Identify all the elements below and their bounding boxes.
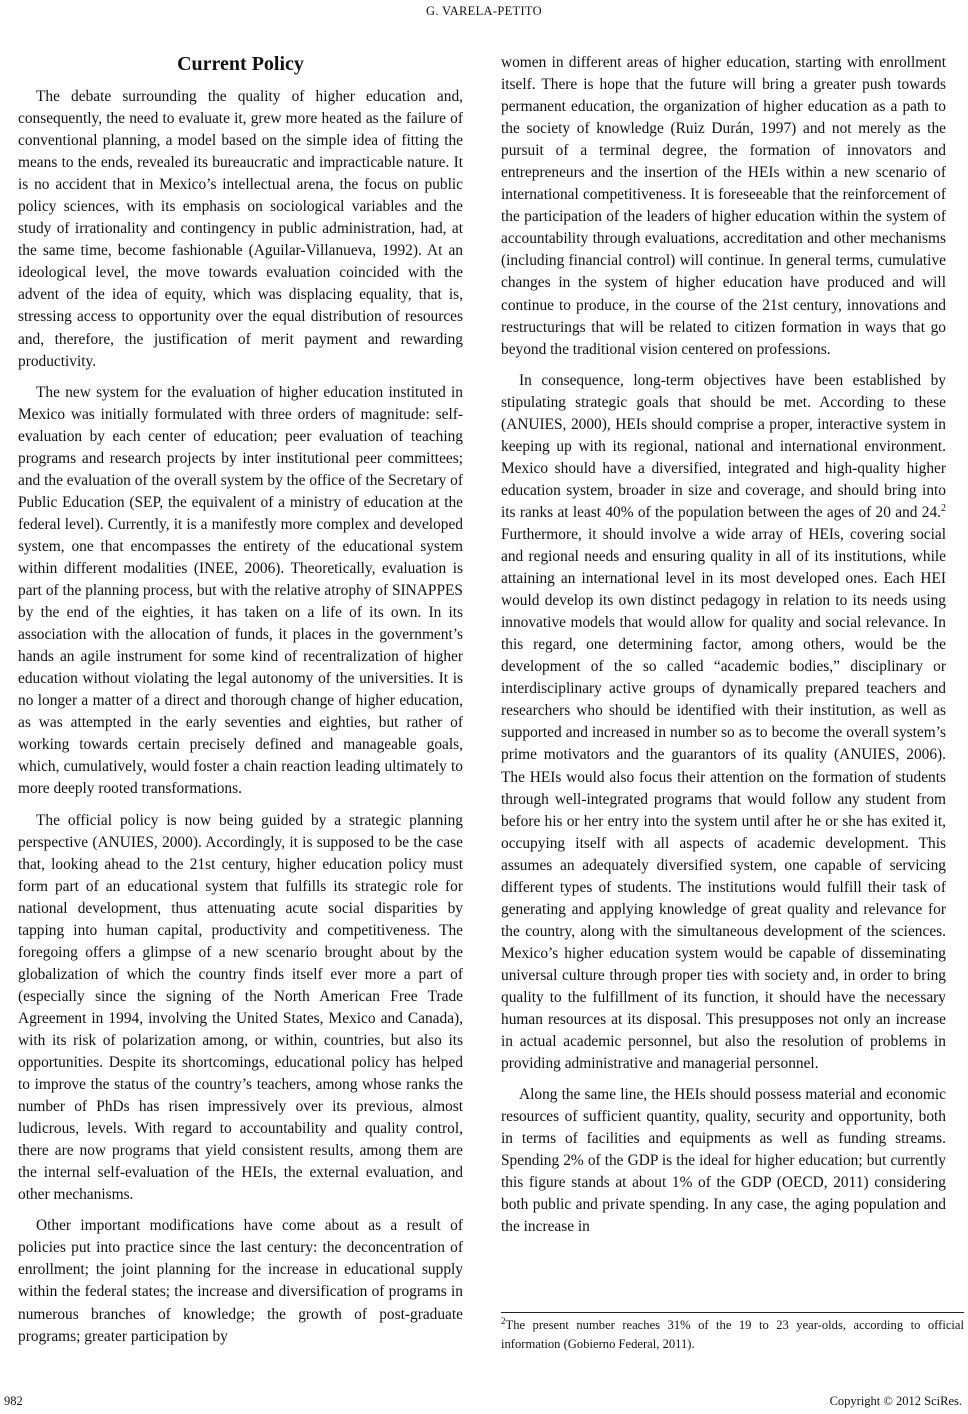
paragraph-official-policy: The official policy is now being guided by a strategic planning perspective (ANUIES, 2000). Accordingly, it is supposed to be the case that, looking ahead to the 21st century, higher education policy must form part of an educational system that fulfills its strategic role for national development, thus attenuating acute social disparities by tapping into human capital, productivity and competitiveness. The foregoing offers a glimpse of a new scenario brought about by the globalization of which the country finds itself ever more a part of (especially since the signing of the North American Free Trade Agreement in 1994, involving the United States, Mexico and Canada), with its risk of polarization among, or within, countries, but also its opportunities. Despite its shortcomings, educational policy has helped to improve the status of the country’s teachers, among whose ranks the number of PhDs has risen impressively over its previous, almost ludicrous, levels. With regard to accountability and quality control, there are now programs that yield consistent results, among them are the internal self-evaluation of the HEIs, the external evaluation, and other mechanisms.: [18, 811, 463, 1204]
paragraph-evaluation-system: The new system for the evaluation of higher education instituted in Mexico was initially formulated with three orders of magnitude: self-evaluation by each center of education; peer evaluation of teaching programs and research projects by inter institutional peer committees; and the evaluation of the overall system by the office of the Secretary of Public Education (SEP, the equivalent of a ministry of education at the federal level). Currently, it is a manifestly more complex and developed system, one that encompasses the entirety of the educational system within different modalities (INEE, 2006). Theoretically, evaluation is part of the planning process, but with the relative atrophy of SINAPPES by the end of the eighties, it has taken on a life of its own. In its association with the allocation of funds, it places in the government’s hands an agile instrument for some kind of recentralization of higher education without violating the legal autonomy of the universities. It is no longer a matter of a direct and thorough change of higher education, as was attempted in the early seventies and eighties, but rather of working towards certain precisely defined and manageable goals, which, cumulatively, would foster a chain reaction leading ultimately to more deeply rooted transformations.: [18, 383, 463, 798]
paragraph-resources: Along the same line, the HEIs should possess material and economic resources of sufficient quantity, quality, security and opportunity, both in terms of facilities and equipments as well as funding streams. Spending 2% of the GDP is the ideal for higher education; but currently this figure stands at about 1% of the GDP (OECD, 2011) considering both public and private spending. In any case, the aging population and the increase in: [501, 1086, 946, 1236]
paragraph-modifications: Other important modifications have come about as a result of policies put into practice since the last century: the deconcentration of enrollment; the joint planning for the increase in educational supply within the federal states; the increase and diversification of programs in numerous branches of knowledge; the growth of post-graduate programs; greater participation by: [18, 1217, 463, 1345]
paragraph-text-before-note: In consequence, long-term objectives have been established by stipulating strategic goals that should be met. According to these (ANUIES, 2000), HEIs should comprise a proper, interactive system in keeping up with its regional, national and international environment. Mexico should have a diversified, integrated and high-quality higher education system, broader in size and coverage, and should bring into its ranks at least 40% of the population between the ages of 20 and 24.: [501, 371, 946, 521]
page-number: 982: [4, 1394, 23, 1408]
footnote-text: The present number reaches 31% of the 19 to 23 year-olds, according to official information (Gobierno Federal, 2011).: [501, 1318, 964, 1351]
section-title: Current Policy: [177, 53, 304, 75]
copyright-notice: Copyright © 2012 SciRes.: [829, 1394, 962, 1408]
paragraph-text-after-note: Furthermore, it should involve a wide array of HEIs, covering social and regional needs and ensuring quality in all of its institutions, while attaining an international level in its most developed ones. Each HEI would develop its own distinct pedagogy in relation to its needs using innovative models that would allow for quality and social relevance. In this regard, one determining factor, among others, would be the development of the so called “academic bodies,” disciplinary or interdisciplinary active groups of dynamically prepared teachers and researchers who should be identified with their institution, as well as supported and increased in number so as to become the overall system’s prime motivators and the guarantors of its quality (ANUIES, 2006). The HEIs would also focus their attention on the formation of students through well-integrated programs that would follow any student from before his or her entry into the system until after he or she has exited it, occupying itself with all aspects of academic development. This assumes an adequately diversified system, one capable of servicing different types of students. The institutions would fulfill their task of generating and applying knowledge of great quality and relevance for the country, along with the simultaneous development of the sciences. Mexico’s higher education system would be capable of disseminating universal culture through proper ties with society and, in order to bring quality to the fulfillment of its function, it should have the necessary human resources at its disposal. This presupposes not only an increase in actual academic personnel, but also the resolution of problems in providing administrative and managerial personnel.: [501, 525, 946, 1073]
footnote: [501, 1316, 964, 1354]
left-column: [18, 46, 463, 1357]
running-head: G. VARELA-PETITO: [426, 4, 542, 18]
footnote-divider: [501, 1312, 964, 1313]
paragraph-continuation: women in different areas of higher education, starting with enrollment itself. There is hope that the future will bring a greater push towards permanent education, the organization of higher education as a path to the society of knowledge (Ruiz Durán, 1997) and not merely as the pursuit of a terminal degree, the formation of innovators and entrepreneurs and the insertion of the HEIs within a new scenario of international competitiveness. It is foreseeable that the reinforcement of the participation of the leaders of higher education within the system of accountability through evaluations, accreditation and other mechanisms (including financial control) will continue. In general terms, cumulative changes in the system of higher education have produced and will continue to produce, in the course of the 21st century, innovations and restructurings that will be related to citizen formation in ways that go beyond the traditional vision centered on professions.: [501, 54, 946, 358]
footnote-reference: 2: [941, 502, 946, 514]
right-column: [501, 52, 946, 1247]
footnote-mark: 2: [501, 1315, 506, 1326]
paragraph-long-term-objectives: [501, 370, 946, 1076]
paragraph-debate: The debate surrounding the quality of higher education and, consequently, the need to evaluate it, grew more heated as the failure of conventional planning, a model based on the simple idea of fitting the means to the ends, revealed its bureaucratic and impracticable nature. It is no accident that in Mexico’s intellectual arena, the focus on public policy sciences, with its emphasis on sociological variables and the study of irrationality and contingency in public administration, had, at the same time, become fashionable (Aguilar-Villanueva, 1992). At an ideological level, the move towards evaluation coincided with the advent of the idea of equity, which was displacing equality, that is, stressing access to opportunity over the equal distribution of resources and, therefore, the justification of merit payment and rewarding productivity.: [18, 88, 463, 370]
